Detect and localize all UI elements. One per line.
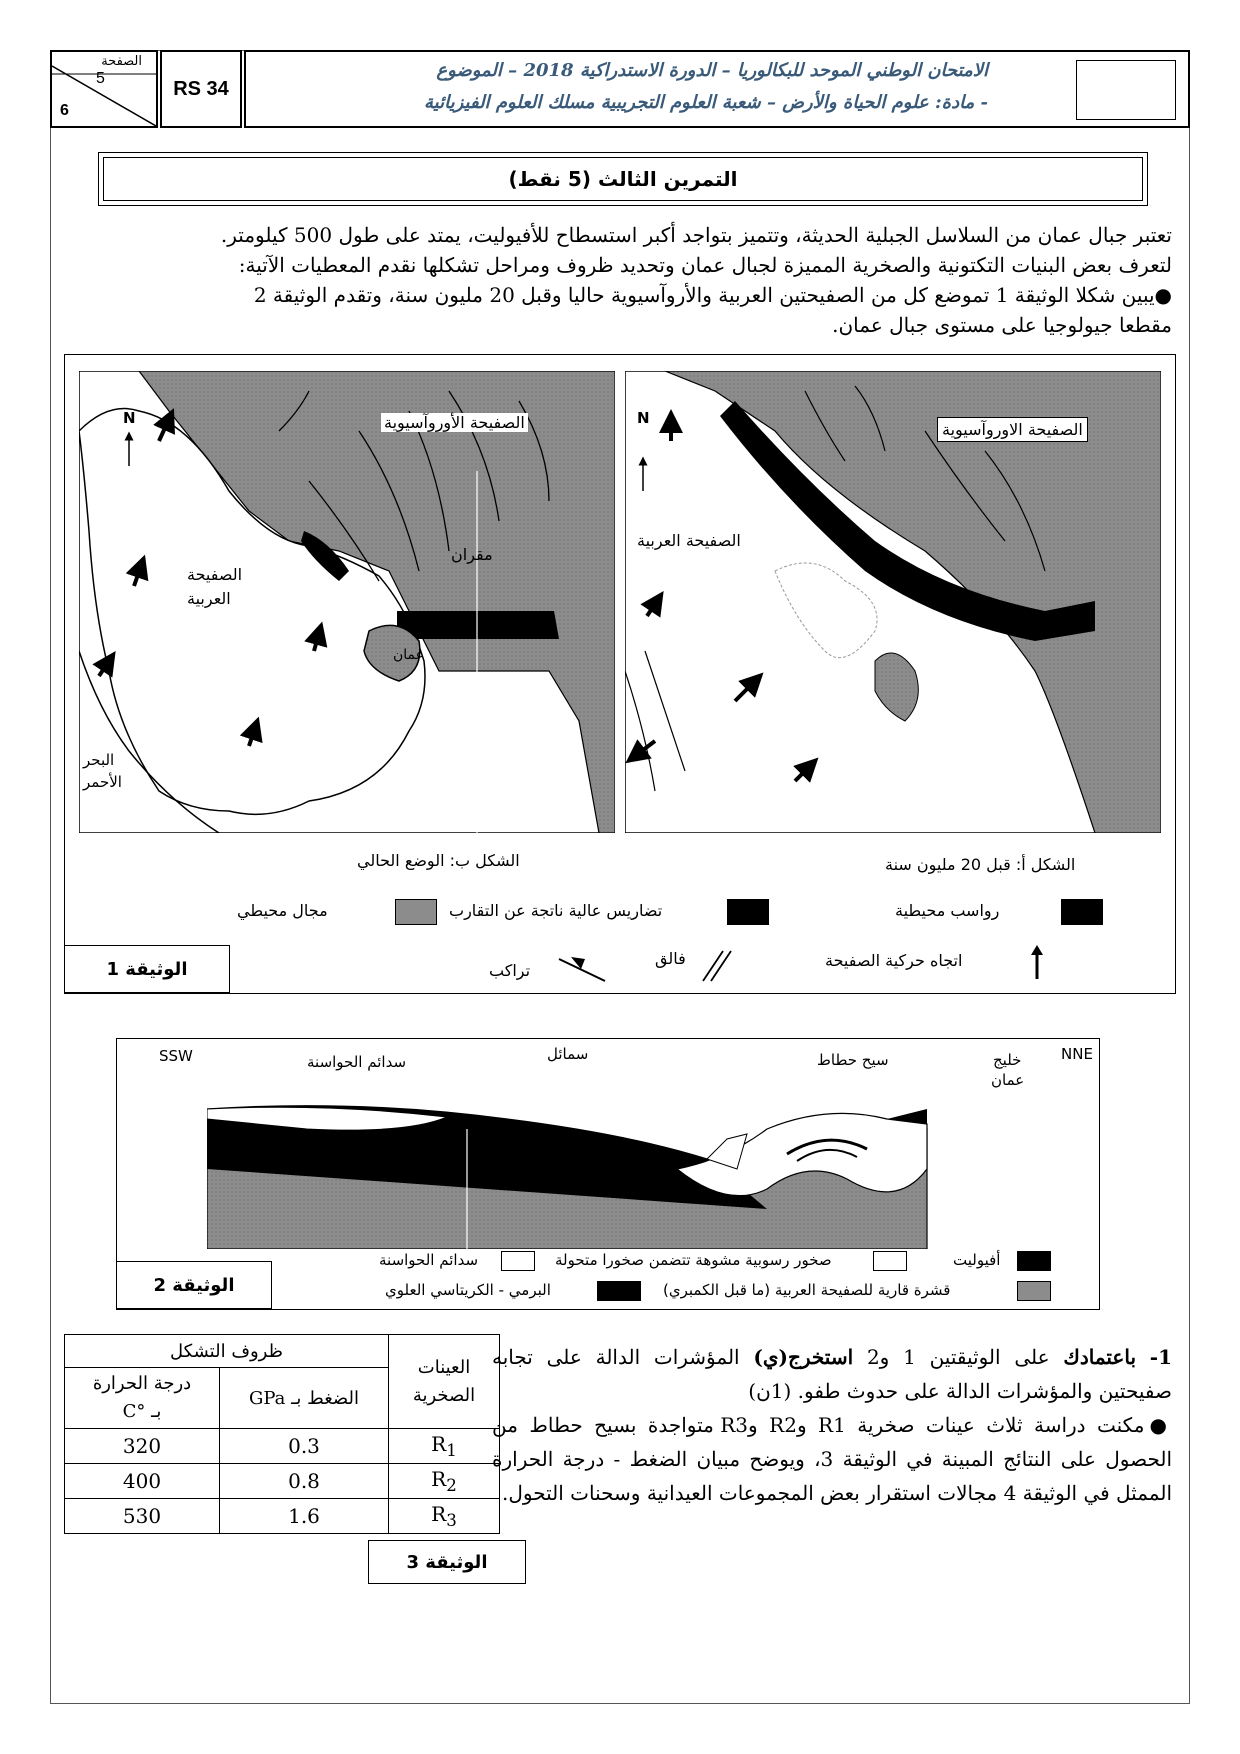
pressure-cell: 1.6 — [220, 1499, 389, 1534]
label-arabian-a: الصفيحة العربية — [637, 531, 741, 550]
legend-swatch-permian — [597, 1281, 641, 1301]
paragraph-samples: ●مكنت دراسة ثلاث عينات صخرية R1 وR2 وR3 متواجدة بسيح حطاط من الحصول على النتائج المبينة في الوثيقة 3، ويوضح مبيان الضغط - درجة الحرارة الممثل في الوثيقة 4 مجالات استقرار بعض المجموعات العيدانية وسحنات التحول. — [492, 1413, 1173, 1505]
legend-swatch-ophiolite — [1017, 1251, 1051, 1271]
legend-swatch-hawasina — [501, 1251, 535, 1271]
document-3-table — [64, 1334, 500, 1534]
page-total: 6 — [60, 102, 69, 119]
header-empty-box — [1076, 60, 1176, 120]
header-title-line1: الامتحان الوطني الموحد للبكالوريا – الدورة الاستدراكية 2018 – الموضوع — [436, 60, 988, 81]
label-red-sea-2: الأحمر — [83, 773, 122, 791]
table-row — [65, 1464, 500, 1499]
label-saih-hatat: سيح حطاط — [817, 1051, 889, 1069]
label-oman: عمان — [393, 647, 424, 663]
label-gulf-2: عمان — [991, 1071, 1025, 1089]
table-header-pressure: الضغط بـ GPa — [220, 1368, 389, 1429]
legend-swatch-sediments — [1061, 899, 1103, 925]
document-1 — [64, 354, 1176, 994]
north-label-a: N — [637, 409, 650, 427]
label-ssw: SSW — [159, 1047, 193, 1065]
legend-relief: تضاريس عالية ناتجة عن التقارب — [449, 901, 663, 920]
sample-sub: 1 — [446, 1441, 457, 1460]
doc2-label: الوثيقة 2 — [116, 1261, 272, 1309]
pressure-cell: 0.8 — [220, 1464, 389, 1499]
legend-crust: قشرة قارية للصفيحة العربية (ما قبل الكمبري) — [663, 1281, 951, 1299]
question-1-text2: المؤشرات الدالة على تجابه صفيحتين والمؤشرات الدالة على حدوث طفو. (1ن) — [492, 1345, 1172, 1403]
label-eurasian-b: الصفيحة الأوروآسيوية — [381, 413, 528, 432]
page-label: الصفحة — [101, 54, 142, 69]
temp-cell: 400 — [65, 1464, 220, 1499]
label-hawasina-top: سدائم الحواسنة — [307, 1053, 407, 1071]
document-2 — [116, 1038, 1100, 1310]
exercise-title-box — [98, 152, 1148, 206]
question-1-verb2: استخرج(ي) — [753, 1345, 854, 1369]
samples-header-line1: العينات — [417, 1356, 471, 1378]
intro-line-4: مقطعا جيولوجيا على مستوى جبال عمان. — [832, 313, 1172, 337]
legend-swatch-relief — [727, 899, 769, 925]
temp-cell: 320 — [65, 1429, 220, 1464]
legend-motion: اتجاه حركية الصفيحة — [825, 951, 963, 970]
fault-icon — [697, 945, 733, 985]
geological-cross-section — [207, 1099, 1027, 1249]
legend-metasediments: صخور رسوبية مشوهة تتضمن صخورا متحولة — [555, 1251, 832, 1269]
question-1-number: 1- — [1149, 1345, 1173, 1369]
sample-cell — [389, 1429, 500, 1464]
legend-swatch-oceanic — [395, 899, 437, 925]
pressure-cell: 0.3 — [220, 1429, 389, 1464]
intro-line-3: ●يبين شكلا الوثيقة 1 تموضع كل من الصفيحتين العربية والأروآسيوية حاليا وقبل 20 مليون سنة، وتقدم الوثيقة 2 — [253, 283, 1172, 307]
question-1-text1: على الوثيقتين 1 و2 — [866, 1345, 1050, 1369]
page-number-box — [50, 50, 158, 128]
sample-sub: 3 — [446, 1511, 457, 1530]
table-row — [65, 1499, 500, 1534]
temp-header-line2: بـ °C — [122, 1401, 162, 1422]
label-arabian-b-2: العربية — [187, 589, 231, 608]
table-header-temperature — [65, 1368, 220, 1429]
legend-swatch-crust — [1017, 1281, 1051, 1301]
exam-header — [244, 50, 1190, 128]
table-header-conditions: ظروف التشكل — [65, 1335, 389, 1368]
legend-thrust: تراكب — [489, 961, 531, 980]
exercise-title: التمرين الثالث (5 نقط) — [103, 157, 1143, 201]
caption-fig-b: الشكل ب: الوضع الحالي — [357, 851, 520, 870]
figure-b-map — [79, 371, 615, 833]
page-current: 5 — [96, 70, 105, 87]
temp-header-line1: درجة الحرارة — [92, 1373, 192, 1394]
legend-permian: البرمي - الكريتاسي العلوي — [385, 1281, 551, 1299]
sample-letter: R — [431, 1467, 447, 1491]
label-eurasian-a: الصفيحة الاوروآسيوية — [937, 417, 1088, 442]
table-header-samples — [389, 1335, 500, 1429]
label-makran: مقران — [451, 545, 493, 564]
caption-fig-a: الشكل أ: قبل 20 مليون سنة — [885, 855, 1076, 874]
samples-header-line2: الصخرية — [412, 1384, 476, 1406]
intro-line-2: لتعرف بعض البنيات التكتونية والصخرية المميزة لجبال عمان وتحديد ظروف ومراحل تشكلها نقدم المعطيات الآتية: — [238, 253, 1172, 277]
sample-letter: R — [431, 1432, 447, 1456]
intro-line-1: تعتبر جبال عمان من السلاسل الجبلية الحديثة، وتتميز بتواجد أكبر استسطاح للأفيوليت، يمتد على طول 500 كيلومتر. — [220, 223, 1172, 247]
sample-sub: 2 — [446, 1476, 457, 1495]
legend-oceanic: مجال محيطي — [237, 901, 328, 920]
north-label-b: N — [123, 409, 136, 427]
sample-letter: R — [431, 1502, 447, 1526]
legend-fault: فالق — [655, 949, 686, 968]
question-1 — [492, 1340, 1172, 1408]
legend-sediments: رواسب محيطية — [895, 901, 1000, 920]
label-arabian-b-1: الصفيحة — [187, 565, 243, 584]
plate-motion-arrow-icon — [1027, 945, 1047, 981]
legend-hawasina: سدائم الحواسنة — [379, 1251, 479, 1269]
header-title-line2: - مادة: علوم الحياة والأرض – شعبة العلوم التجريبية مسلك العلوم الفيزيائية — [424, 92, 988, 113]
thrust-icon — [557, 953, 609, 985]
temp-cell: 530 — [65, 1499, 220, 1534]
doc3-label: الوثيقة 3 — [368, 1540, 526, 1584]
question-1-verb1: باعتمادك — [1063, 1345, 1137, 1369]
sample-cell — [389, 1464, 500, 1499]
sample-cell — [389, 1499, 500, 1534]
exam-code: RS 34 — [160, 50, 242, 128]
legend-ophiolite: أفيوليت — [953, 1251, 1001, 1269]
label-red-sea-1: البحر — [83, 751, 115, 769]
doc1-label: الوثيقة 1 — [64, 945, 230, 993]
label-nne: NNE — [1061, 1045, 1093, 1063]
legend-swatch-metasediments — [873, 1251, 907, 1271]
table-row — [65, 1429, 500, 1464]
label-gulf-1: خليج — [993, 1051, 1022, 1069]
label-semail: سمائل — [547, 1045, 589, 1063]
